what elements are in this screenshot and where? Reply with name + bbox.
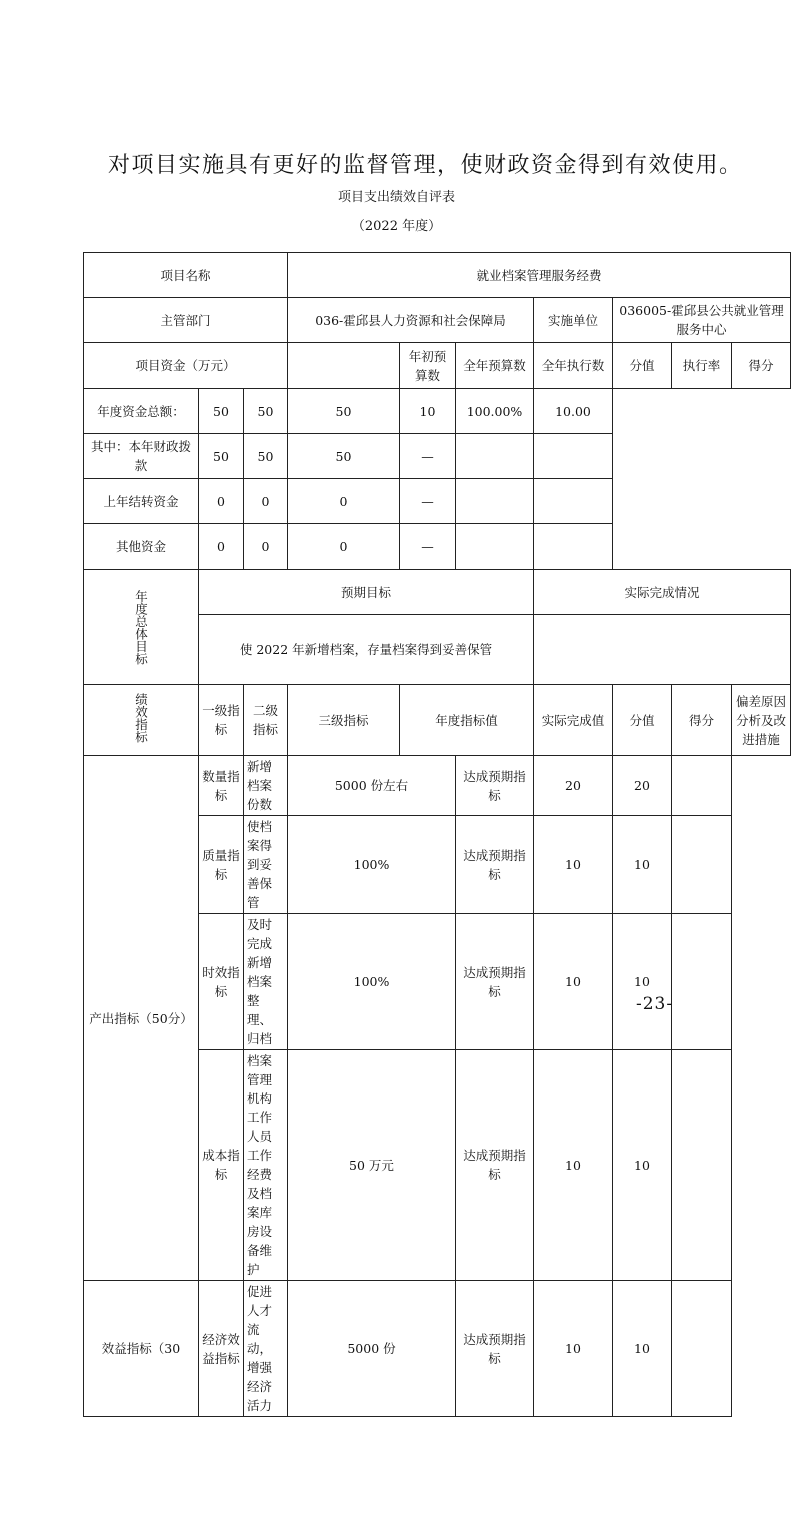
goal-expected: 使 2022 年新增档案，存量档案得到妥善保管 (199, 615, 534, 685)
funds-value: — (400, 524, 456, 570)
goal-expected-label: 预期目标 (199, 570, 534, 615)
funds-value: 50 (244, 434, 288, 479)
score-value: 10 (534, 1281, 613, 1417)
project-name: 就业档案管理服务经费 (288, 253, 791, 298)
funds-value: 0 (199, 524, 244, 570)
funds-value: 0 (288, 479, 400, 524)
funds-value: 50 (199, 389, 244, 434)
level2-indicator: 经济效益指标 (199, 1281, 244, 1417)
funds-value: 10.00 (534, 389, 613, 434)
level3-indicator: 新增档案份数 (244, 756, 288, 816)
perf-header: 分值 (613, 685, 672, 756)
score-value: 10 (534, 816, 613, 914)
funds-value: 50 (199, 434, 244, 479)
perf-label-text: 绩效指标 (133, 692, 149, 743)
funds-value (456, 479, 534, 524)
funds-row-label: 上年结转资金 (84, 479, 199, 524)
funds-value: 50 (288, 434, 400, 479)
score: 10 (613, 816, 672, 914)
funds-value (456, 434, 534, 479)
funds-header: 全年执行数 (534, 343, 613, 389)
funds-header: 执行率 (672, 343, 732, 389)
table-year: （2022 年度） (351, 219, 442, 234)
level2-indicator: 成本指标 (199, 1050, 244, 1281)
funds-row (84, 389, 791, 434)
score-value: 10 (534, 1050, 613, 1281)
target-value: 100% (288, 914, 456, 1050)
project-name-label: 项目名称 (84, 253, 288, 298)
funds-value: 50 (288, 389, 400, 434)
funds-header: 分值 (613, 343, 672, 389)
deviation-note (672, 1050, 732, 1281)
funds-row-label: 其他资金 (84, 524, 199, 570)
funds-value: — (400, 434, 456, 479)
output-indicator-label: 产出指标（50分） (84, 756, 199, 1281)
funds-row-label: 年度资金总额： (84, 389, 199, 434)
target-value: 100% (288, 816, 456, 914)
page-number: -23- (636, 994, 674, 1014)
funds-value: 0 (288, 524, 400, 570)
score: 10 (613, 1050, 672, 1281)
actual-value: 达成预期指标 (456, 1281, 534, 1417)
funds-value (534, 479, 613, 524)
score-value: 10 (534, 914, 613, 1050)
perf-row (84, 756, 791, 816)
goal-label: 年度总体目标 (84, 570, 199, 685)
score: 10 (613, 914, 672, 1050)
funds-header-blank (288, 343, 400, 389)
level2-indicator: 时效指标 (199, 914, 244, 1050)
level3-indicator: 促进人才流动，增强经济活力 (244, 1281, 288, 1417)
goal-actual-label: 实际完成情况 (534, 570, 791, 615)
perf-header: 得分 (672, 685, 732, 756)
perf-header: 二级指标 (244, 685, 288, 756)
level2-indicator: 数量指标 (199, 756, 244, 816)
actual-value: 达成预期指标 (456, 756, 534, 816)
funds-value (534, 434, 613, 479)
deviation-note (672, 756, 732, 816)
level3-indicator: 及时完成新增档案整理、归档 (244, 914, 288, 1050)
target-value: 50 万元 (288, 1050, 456, 1281)
score: 10 (613, 1281, 672, 1417)
funds-row (84, 479, 791, 524)
level2-indicator: 质量指标 (199, 816, 244, 914)
perf-header: 年度指标值 (400, 685, 534, 756)
score: 20 (613, 756, 672, 816)
funds-value: 10 (400, 389, 456, 434)
unit-label: 实施单位 (534, 298, 613, 343)
funds-value: 0 (199, 479, 244, 524)
actual-value: 达成预期指标 (456, 914, 534, 1050)
deviation-note (672, 1281, 732, 1417)
funds-label: 项目资金（万元） (84, 343, 288, 389)
perf-header: 一级指标 (199, 685, 244, 756)
table-title: 项目支出绩效自评表 (337, 190, 455, 205)
funds-header: 得分 (732, 343, 791, 389)
dept-label: 主管部门 (84, 298, 288, 343)
actual-value: 达成预期指标 (456, 1050, 534, 1281)
intro-paragraph: 对项目实施具有更好的监督管理，使财政资金得到有效使用。 (108, 153, 743, 178)
goal-actual (534, 615, 791, 685)
funds-header: 年初预算数 (400, 343, 456, 389)
funds-value: 0 (244, 479, 288, 524)
perf-row (84, 1281, 791, 1417)
actual-value: 达成预期指标 (456, 816, 534, 914)
funds-value (456, 524, 534, 570)
perf-header: 实际完成值 (534, 685, 613, 756)
funds-row (84, 434, 791, 479)
evaluation-table (83, 252, 791, 1417)
perf-header: 三级指标 (288, 685, 400, 756)
level3-indicator: 使档案得到妥善保管 (244, 816, 288, 914)
perf-header: 偏差原因分析及改进措施 (732, 685, 791, 756)
funds-row-label: 其中：本年财政拨款 (84, 434, 199, 479)
funds-value: 100.00% (456, 389, 534, 434)
funds-row (84, 524, 791, 570)
target-value: 5000 份左右 (288, 756, 456, 816)
dept-value: 036-霍邱县人力资源和社会保障局 (288, 298, 534, 343)
unit-value: 036005-霍邱县公共就业管理服务中心 (613, 298, 791, 343)
deviation-note (672, 914, 732, 1050)
target-value: 5000 份 (288, 1281, 456, 1417)
funds-value: 0 (244, 524, 288, 570)
funds-value (534, 524, 613, 570)
perf-label (84, 685, 199, 756)
funds-value: 50 (244, 389, 288, 434)
level3-indicator: 档案管理机构工作人员工作经费及档案库房设备维护 (244, 1050, 288, 1281)
score-value: 20 (534, 756, 613, 816)
funds-value: — (400, 479, 456, 524)
funds-header: 全年预算数 (456, 343, 534, 389)
benefit-indicator-label: 效益指标（30 (84, 1281, 199, 1417)
deviation-note (672, 816, 732, 914)
